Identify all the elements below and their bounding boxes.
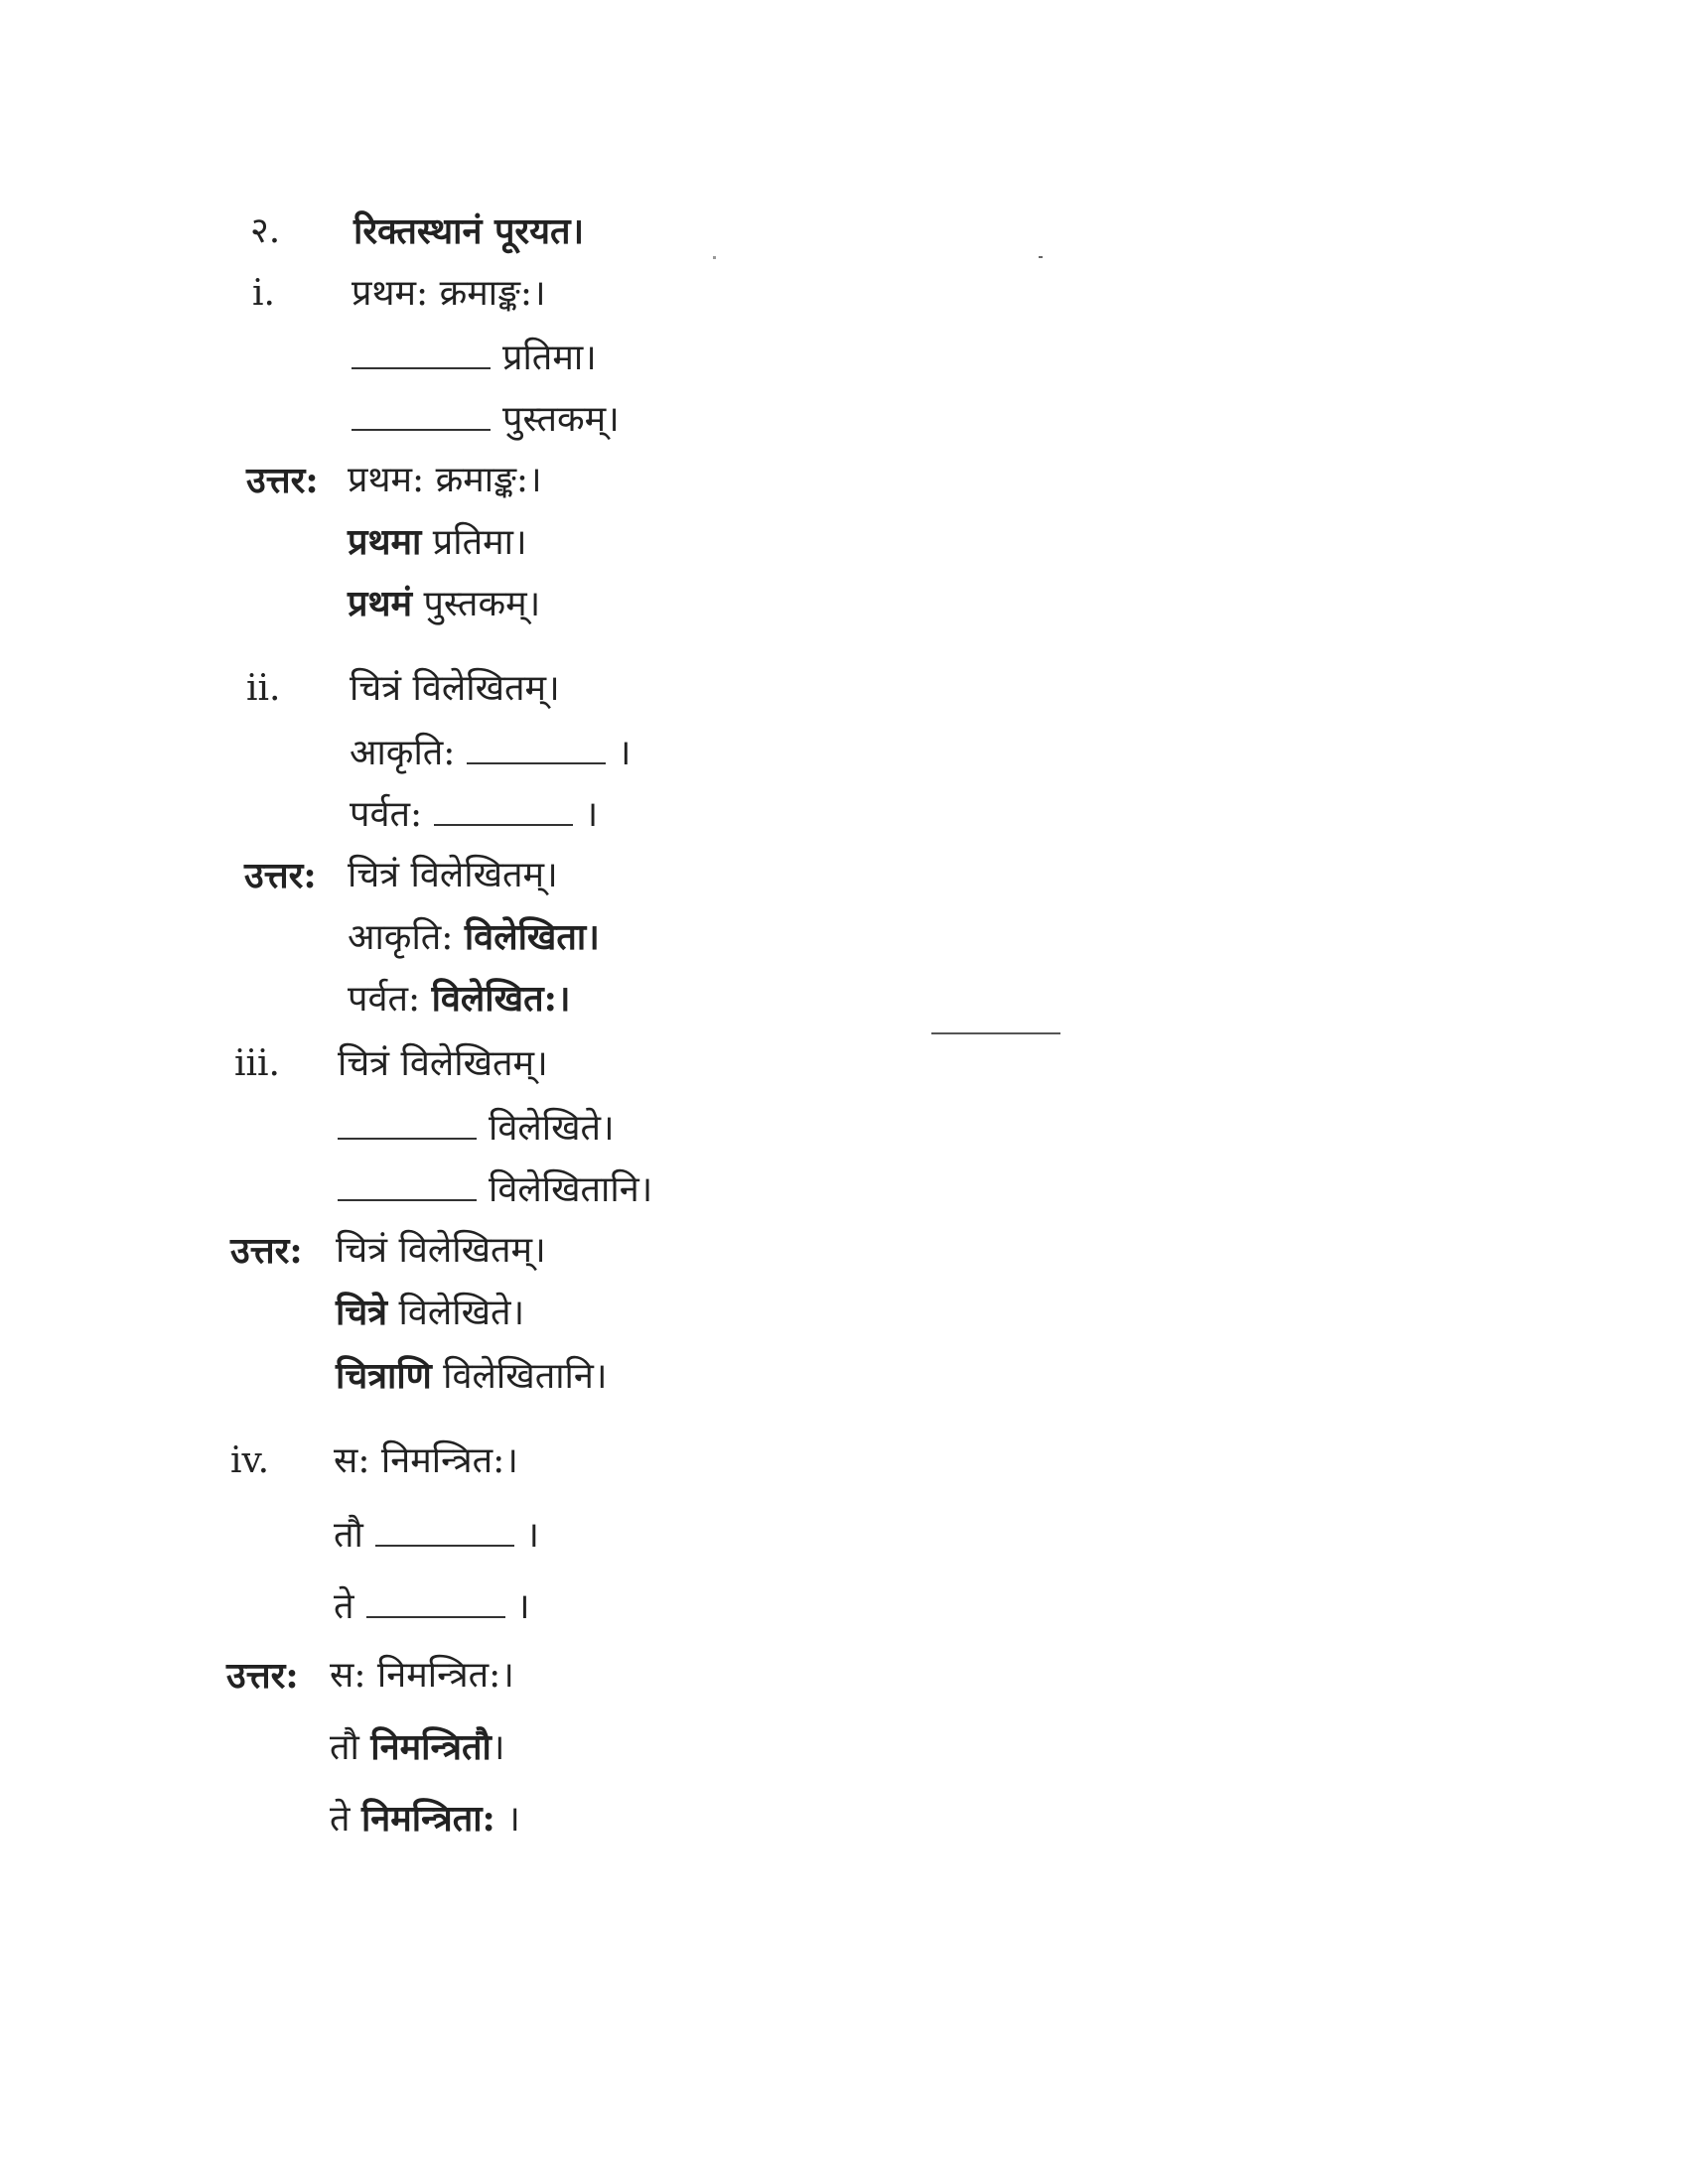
item-iv-answer-given: उत्तर: स: निमन्त्रित:।	[0, 1648, 993, 1704]
item-iii-answer-2: चित्राणि विलेखितानि।	[336, 1355, 608, 1397]
item-ii-blank-2: पर्वत: ।	[0, 784, 993, 840]
item-i-blank-2: पुस्तकम्।	[0, 389, 993, 445]
item-iii-answer-given: उत्तर: चित्रं विलेखितम्।	[0, 1223, 993, 1279]
item-iii-answer-1: चित्रे विलेखिते।	[336, 1292, 525, 1333]
item-iv-blank-1: तौ ।	[0, 1505, 993, 1561]
answer-label: उत्तर:	[244, 855, 317, 896]
answer-label: उत्तर:	[246, 460, 319, 501]
fill-blank	[352, 389, 491, 431]
fill-blank	[434, 784, 573, 826]
item-roman-numeral: i.	[252, 273, 275, 314]
fill-blank	[467, 723, 606, 764]
item-iii-given: iii. चित्रं विलेखितम्।	[0, 1036, 993, 1092]
item-ii-answer-given: उत्तर: चित्रं विलेखितम्।	[0, 848, 993, 903]
item-i-answer-1: प्रथमा प्रतिमा।	[348, 521, 527, 563]
stray-scan-line	[931, 1032, 1060, 1034]
item-i-given: i. प्रथम: क्रमाङ्क:।	[0, 266, 993, 322]
item-i-answer-2: प्रथमं पुस्तकम्।	[348, 583, 541, 624]
item-i-blank-1: प्रतिमा।	[0, 328, 993, 383]
item-roman-numeral: iv.	[230, 1440, 270, 1481]
item-ii-answer-2: पर्वत: विलेखित:।	[348, 978, 571, 1020]
fill-blank	[375, 1505, 514, 1547]
item-iv-blank-2: ते ।	[0, 1576, 993, 1632]
answer-label: उत्तर:	[226, 1655, 299, 1697]
item-iii-blank-1: विलेखिते।	[0, 1098, 993, 1154]
item-ii-answer-1: आकृति: विलेखिता।	[348, 916, 600, 958]
fill-blank	[338, 1160, 477, 1201]
item-roman-numeral: iii.	[234, 1043, 280, 1084]
answer-label: उत्तर:	[230, 1230, 303, 1272]
fill-blank	[352, 328, 491, 369]
question-heading	[0, 204, 993, 259]
fill-blank	[366, 1576, 505, 1618]
fill-blank	[338, 1098, 477, 1140]
question-number: २.	[250, 210, 281, 251]
item-iv-given: iv. स: निमन्त्रित:।	[0, 1433, 993, 1489]
item-ii-given: ii. चित्रं विलेखितम्।	[0, 661, 993, 717]
question-title: रिक्तस्थानं पूरयत।	[353, 210, 585, 252]
item-iv-answer-2: ते निमन्त्रिता: ।	[330, 1798, 520, 1840]
scan-speck	[1039, 256, 1043, 258]
item-iii-blank-2: विलेखितानि।	[0, 1160, 993, 1215]
item-ii-blank-1: आकृति: ।	[0, 723, 993, 778]
item-roman-numeral: ii.	[246, 668, 281, 709]
item-i-answer-given: उत्तर: प्रथम: क्रमाङ्क:।	[0, 453, 993, 508]
item-iv-answer-1: तौ निमन्त्रितौ।	[330, 1726, 505, 1768]
